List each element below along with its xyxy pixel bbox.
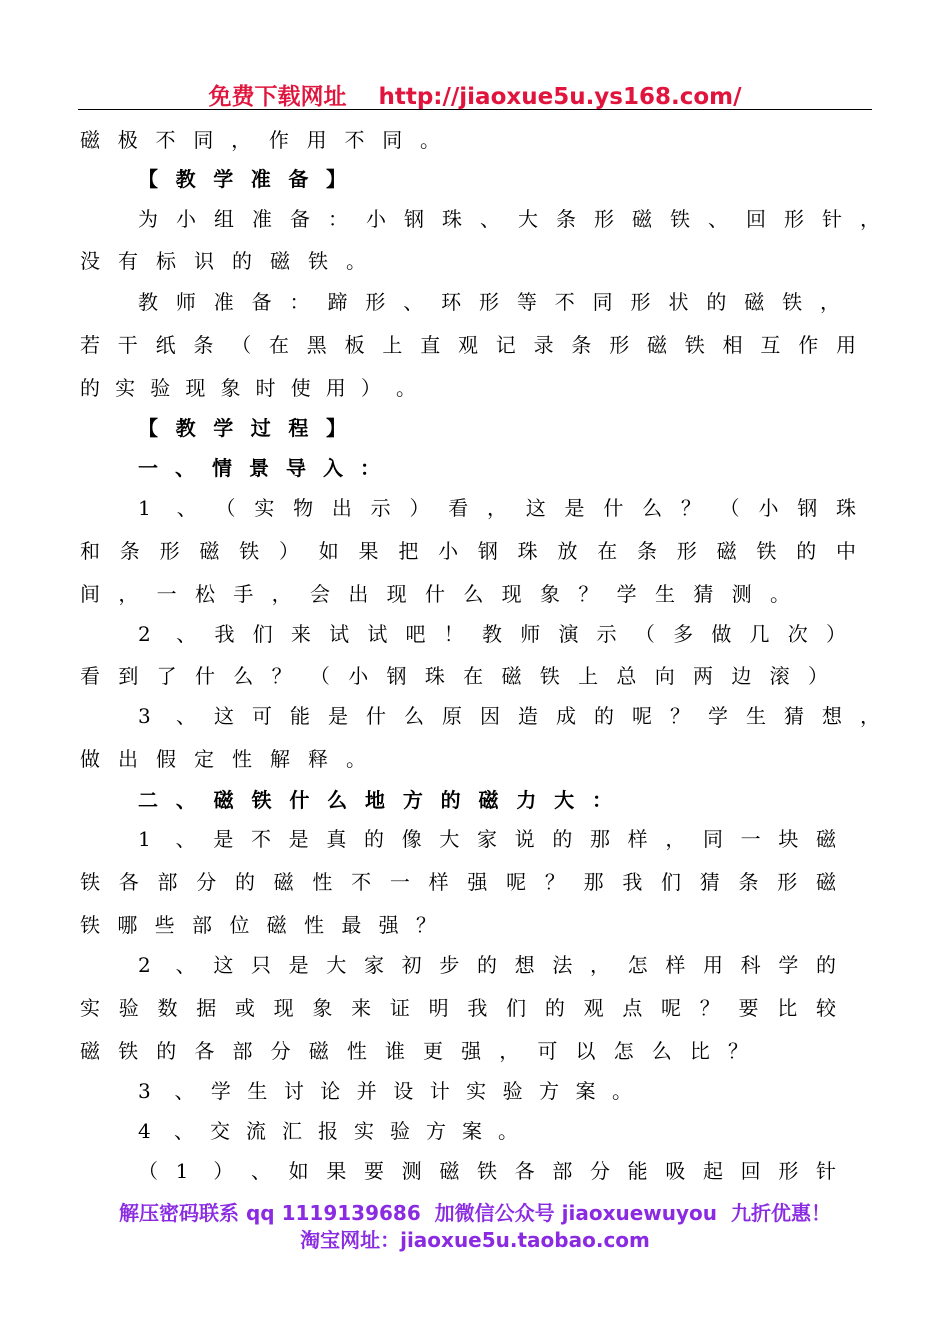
text-line: 磁 铁 的 各 部 分 磁 性 谁 更 强 ， 可 以 怎 么 比 ？ [80,1039,748,1063]
text-line: 3 、 学 生 讨 论 并 设 计 实 验 方 案 。 [138,1079,632,1103]
text-line: 1 、 是 不 是 真 的 像 大 家 说 的 那 样 ， 同 一 块 磁 [138,827,836,851]
footer-contact-line: 解压密码联系 qq 1119139686 加微信公众号 jiaoxuewuyou 九折优惠！ [119,1201,831,1225]
text-line: 的 实 验 现 象 时 使 用 ） 。 [80,376,416,400]
text-line: 没 有 标 识 的 磁 铁 。 [80,249,366,273]
text-line: 1 、 （ 实 物 出 示 ） 看 ， 这 是 什 么 ？ （ 小 钢 珠 [138,496,856,520]
text-line: 和 条 形 磁 铁 ） 如 果 把 小 钢 珠 放 在 条 形 磁 铁 的 中 [80,539,856,563]
text-line: 4 、 交 流 汇 报 实 验 方 案 。 [138,1119,518,1143]
text-line: （ 1 ） 、 如 果 要 测 磁 铁 各 部 分 能 吸 起 回 形 针 [138,1159,836,1183]
text-line: 铁 哪 些 部 位 磁 性 最 强 ？ [80,913,436,937]
text-line: 2 、 这 只 是 大 家 初 步 的 想 法 ， 怎 样 用 科 学 的 [138,953,836,977]
text-line: 【 教 学 过 程 】 [138,416,346,440]
text-line: 铁 各 部 分 的 磁 性 不 一 样 强 呢 ？ 那 我 们 猜 条 形 磁 [80,870,836,894]
text-line: 一 、 情 景 导 入 ： [138,456,380,480]
header-rule [78,109,872,110]
text-line: 教 师 准 备 ： 蹄 形 、 环 形 等 不 同 形 状 的 磁 铁 ， [138,290,840,314]
text-line: 为 小 组 准 备 ： 小 钢 珠 、 大 条 形 磁 铁 、 回 形 针 ， [138,207,880,231]
text-line: 2 、 我 们 来 试 试 吧 ！ 教 师 演 示 （ 多 做 几 次 ） [138,622,846,646]
footer-taobao-line: 淘宝网址：jiaoxue5u.taobao.com [300,1228,650,1252]
text-line: 看 到 了 什 么 ？ （ 小 钢 珠 在 磁 铁 上 总 向 两 边 滚 ） [80,664,828,688]
text-line: 3 、 这 可 能 是 什 么 原 因 造 成 的 呢 ？ 学 生 猜 想 ， [138,704,880,728]
text-line: 实 验 数 据 或 现 象 来 证 明 我 们 的 观 点 呢 ？ 要 比 较 [80,996,836,1020]
text-line: 做 出 假 定 性 解 释 。 [80,747,366,771]
header-download-url: 免费下载网址 http://jiaoxue5u.ys168.com/ [208,84,742,110]
text-line: 间 ， 一 松 手 ， 会 出 现 什 么 现 象 ？ 学 生 猜 测 。 [80,582,790,606]
text-line: 二 、 磁 铁 什 么 地 方 的 磁 力 大 ： [138,788,612,812]
text-line: 若 干 纸 条 （ 在 黑 板 上 直 观 记 录 条 形 磁 铁 相 互 作 用 [80,333,856,357]
text-line: 磁 极 不 同 ， 作 用 不 同 。 [80,128,440,152]
text-line: 【 教 学 准 备 】 [138,167,346,191]
